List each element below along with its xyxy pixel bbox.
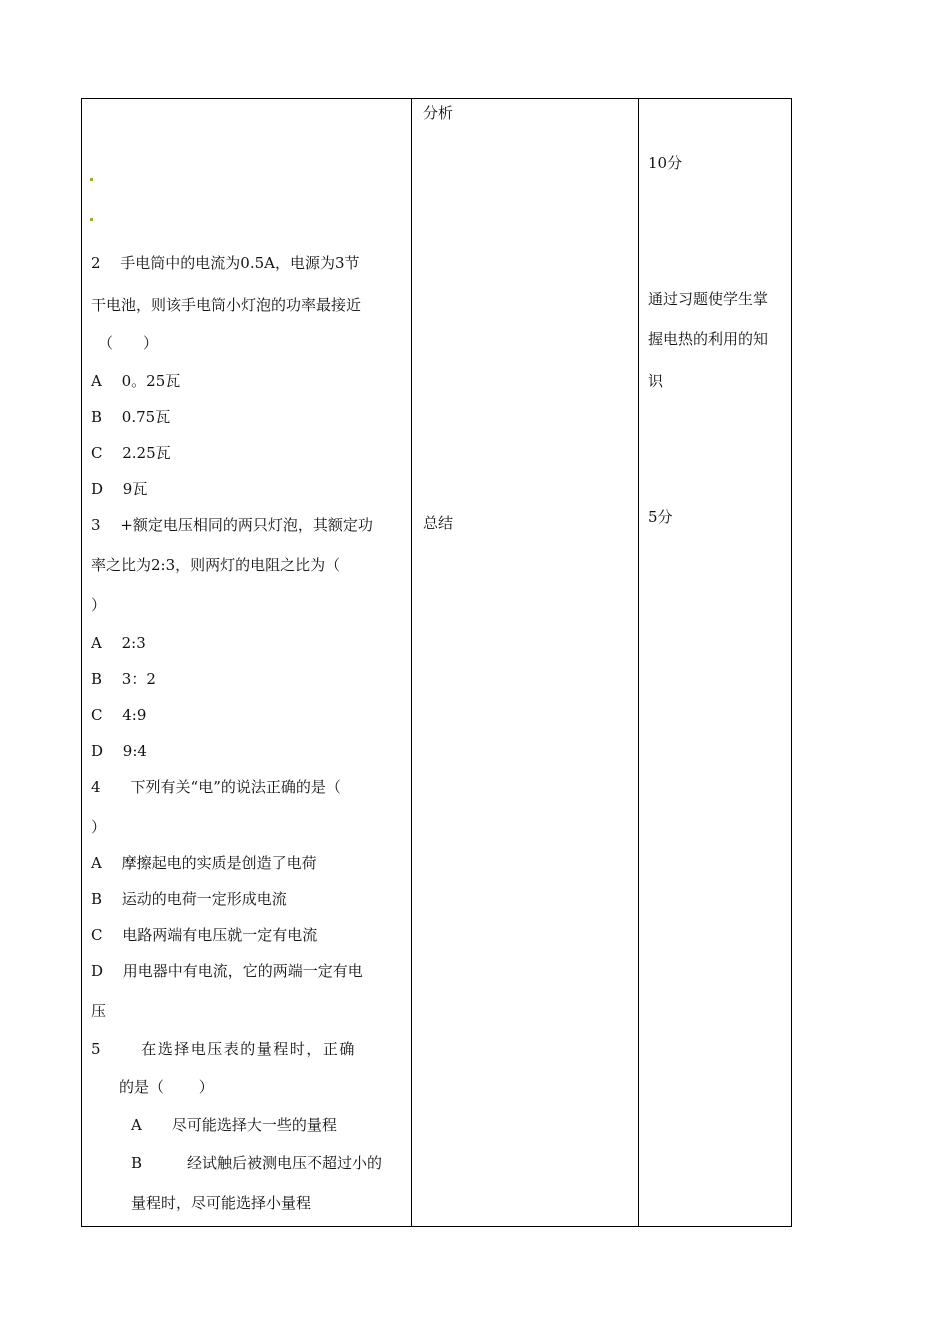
time-allocation-2: 5分 xyxy=(648,508,673,526)
question-3-option: C 4:9 xyxy=(91,706,147,724)
decorative-dot xyxy=(90,218,93,221)
question-3-option: B 3：2 xyxy=(91,670,156,688)
question-2-option: D 9瓦 xyxy=(91,480,148,498)
question-4-option: A 摩擦起电的实质是创造了电荷 xyxy=(91,854,317,872)
question-5-option: A 尽可能选择大一些的量程 xyxy=(131,1116,337,1134)
question-3-line: 率之比为2:3，则两灯的电阻之比为（ xyxy=(91,556,341,574)
question-5-line: 的是（ ） xyxy=(119,1078,214,1096)
question-4-option: D 用电器中有电流，它的两端一定有电 xyxy=(91,962,363,980)
question-4-option: C 电路两端有电压就一定有电流 xyxy=(91,926,318,944)
time-allocation-1: 10分 xyxy=(648,154,683,172)
column-divider-2 xyxy=(638,99,639,1226)
question-3-line: ） xyxy=(91,596,107,614)
question-2-line: 2 手电筒中的电流为0.5A，电源为3节 xyxy=(91,254,360,272)
question-5-option: B 经试触后被测电压不超过小的 xyxy=(131,1154,383,1172)
question-2-line: （ ） xyxy=(98,334,159,352)
question-2-line: 干电池，则该手电筒小灯泡的功率最接近 xyxy=(91,296,362,314)
question-2-option: A 0。25瓦 xyxy=(91,372,181,390)
teaching-goal-line: 识 xyxy=(648,372,664,390)
stage-analysis: 分析 xyxy=(423,104,454,122)
question-4-option-continuation: 压 xyxy=(91,1002,107,1020)
stage-summary: 总结 xyxy=(423,514,454,532)
question-2-option: B 0.75瓦 xyxy=(91,408,171,426)
question-2-option: C 2.25瓦 xyxy=(91,444,171,462)
teaching-goal-line: 握电热的利用的知 xyxy=(648,330,769,348)
question-3-option: A 2:3 xyxy=(91,634,146,652)
question-4-option: B 运动的电荷一定形成电流 xyxy=(91,890,287,908)
column-divider-1 xyxy=(411,99,412,1226)
question-3-line: 3 +额定电压相同的两只灯泡，其额定功 xyxy=(91,516,373,534)
question-4-line: ） xyxy=(91,818,107,836)
teaching-goal-line: 通过习题使学生掌 xyxy=(648,290,769,308)
question-5-option-continuation: 量程时，尽可能选择小量程 xyxy=(131,1194,312,1212)
question-3-option: D 9:4 xyxy=(91,742,147,760)
decorative-dot xyxy=(90,178,93,181)
question-5-line: 5 在选择电压表的量程时，正确 xyxy=(91,1040,356,1058)
question-4-line: 4 下列有关“电”的说法正确的是（ xyxy=(91,778,341,796)
